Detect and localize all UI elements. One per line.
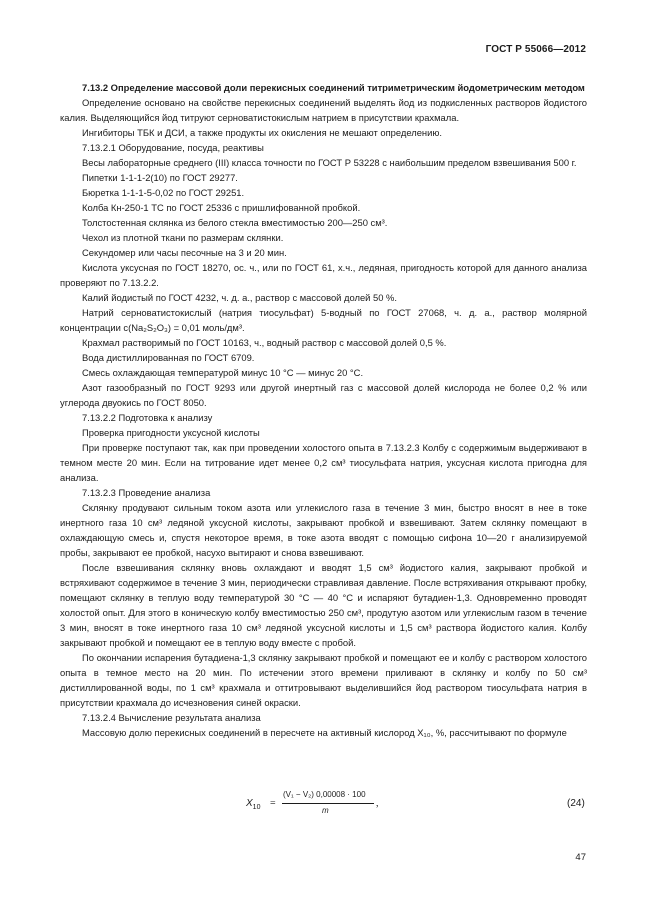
- formula-equals: =: [270, 798, 276, 809]
- paragraph: Массовую долю перекисных соединений в пересчете на активный кислород X₁₀, %, рассчитывают по формуле: [82, 727, 567, 738]
- list-item: Калий йодистый по ГОСТ 4232, ч. д. а., раствор с массовой долей 50 %.: [82, 292, 397, 303]
- formula-lhs: [246, 798, 260, 809]
- section-heading: 7.13.2 Определение массовой доли перекисных соединений титриметрическим йодометрическим методом: [82, 82, 585, 93]
- subsection-heading: 7.13.2.2 Подготовка к анализу: [82, 412, 213, 423]
- formula-24: [0, 790, 646, 824]
- list-item: Чехол из плотной ткани по размерам склянки.: [82, 232, 284, 243]
- formula-lhs-subscript: 10: [252, 804, 261, 811]
- document-body: [60, 80, 587, 740]
- list-item: Бюретка 1-1-1-5-0,02 по ГОСТ 29251.: [82, 187, 245, 198]
- formula-terminator: ,: [376, 798, 379, 809]
- formula-denominator: m: [322, 806, 329, 815]
- list-item: Натрий серноватистокислый (натрия тиосульфат) 5-водный по ГОСТ 27068, ч. д. а., раствор молярной концентрации с(Na₂S₂O₃) = 0,01 моль/дм³.: [60, 307, 587, 333]
- list-item: Смесь охлаждающая температурой минус 10 °С — минус 20 °С.: [82, 367, 364, 378]
- paragraph: Склянку продувают сильным током азота или углекислого газа в течение 3 мин, быстро вносят в нее в токе инертного газа 10 см³ ледяной уксусной кислоты, закрывают пробкой и взвешивают. Затем склянку помещают в охлаждающую смесь и, спустя некоторое время, в токе азота вводят с помощью сифона 10—20 г анализируемой пробы, закрывают ее пробкой, насухо вытирают и снова взвешивают.: [60, 502, 587, 558]
- paragraph: Ингибиторы ТБК и ДСИ, а также продукты их окисления не мешают определению.: [82, 127, 442, 138]
- list-item: Вода дистиллированная по ГОСТ 6709.: [82, 352, 255, 363]
- page-number: 47: [575, 852, 586, 863]
- list-item: Кислота уксусная по ГОСТ 18270, ос. ч., или по ГОСТ 61, х.ч., ледяная, пригодность которой для данного анализа проверяют по 7.13.2.2.: [60, 262, 587, 288]
- paragraph: После взвешивания склянку вновь охлаждают и вводят 1,5 см³ йодистого калия, закрывают пробкой и встряхивают содержимое в течение 3 мин, периодически стравливая давление. После встряхивания открывают пробку, помещают склянку в теплую воду температурой 30 °С — 40 °С и испаряют бутадиен-1,3. Одновременно проводят холостой опыт. Для этого в коническую колбу вместимостью 250 см³, продутую азотом или углекислым газом в течение 3 мин, вносят в токе инертного газа 10 см³ ледяной уксусной кислоты и 1,5 см³ раствора йодистого калия. Колбу закрывают пробкой и помещают ее в теплую воду вместе с пробой.: [60, 562, 587, 648]
- fraction-bar: [282, 803, 374, 804]
- subsection-heading: 7.13.2.1 Оборудование, посуда, реактивы: [82, 142, 264, 153]
- paragraph: Определение основано на свойстве перекисных соединений выделять йод из подкисленных растворов йодистого калия. Выделяющийся йод титруют серноватистокислым натрием в присутствии крахмала.: [60, 97, 587, 123]
- paragraph: При проверке поступают так, как при проведении холостого опыта в 7.13.2.3 Колбу с содержимым выдерживают в темном месте 20 мин. Если на титрование идет менее 0,2 см³ тиосульфата натрия, уксусная кислота пригодна для анализа.: [60, 442, 587, 483]
- formula-lhs-symbol: X: [246, 798, 253, 809]
- paragraph: Весы лабораторные среднего (III) класса точности по ГОСТ Р 53228 с наибольшим пределом взвешивания 500 г.: [82, 157, 577, 168]
- list-item: Крахмал растворимый по ГОСТ 10163, ч., водный раствор с массовой долей 0,5 %.: [82, 337, 447, 348]
- list-item: Толстостенная склянка из белого стекла вместимостью 200—250 см³.: [82, 217, 388, 228]
- list-item: Азот газообразный по ГОСТ 9293 или другой инертный газ с массовой долей кислорода не более 0,2 % или углерода двуокись по ГОСТ 8050.: [60, 382, 587, 408]
- subsection-heading: 7.13.2.3 Проведение анализа: [82, 487, 211, 498]
- list-item: Колба Кн-250-1 ТС по ГОСТ 25336 с пришлифованной пробкой.: [82, 202, 361, 213]
- list-item: Пипетки 1-1-1-2(10) по ГОСТ 29277.: [82, 172, 238, 183]
- subsection-heading: 7.13.2.4 Вычисление результата анализа: [82, 712, 261, 723]
- paragraph: По окончании испарения бутадиена-1,3 склянку закрывают пробкой и помещают ее и колбу с раствором холостого опыта в темное место на 20 мин. По истечении этого времени приливают в склянку и колбу по 50 см³ дистиллированной воды, по 1 см³ крахмала и оттитровывают выделившийся йод раствором тиосульфата натрия в присутствии крахмала до исчезновения синей окраски.: [60, 652, 587, 708]
- paragraph: Проверка пригодности уксусной кислоты: [82, 427, 260, 438]
- formula-numerator: (V₁ − V₂) 0,00008 · 100: [283, 790, 366, 799]
- list-item: Секундомер или часы песочные на 3 и 20 мин.: [82, 247, 287, 258]
- formula-number: (24): [567, 798, 585, 809]
- standard-header: ГОСТ Р 55066—2012: [485, 44, 586, 55]
